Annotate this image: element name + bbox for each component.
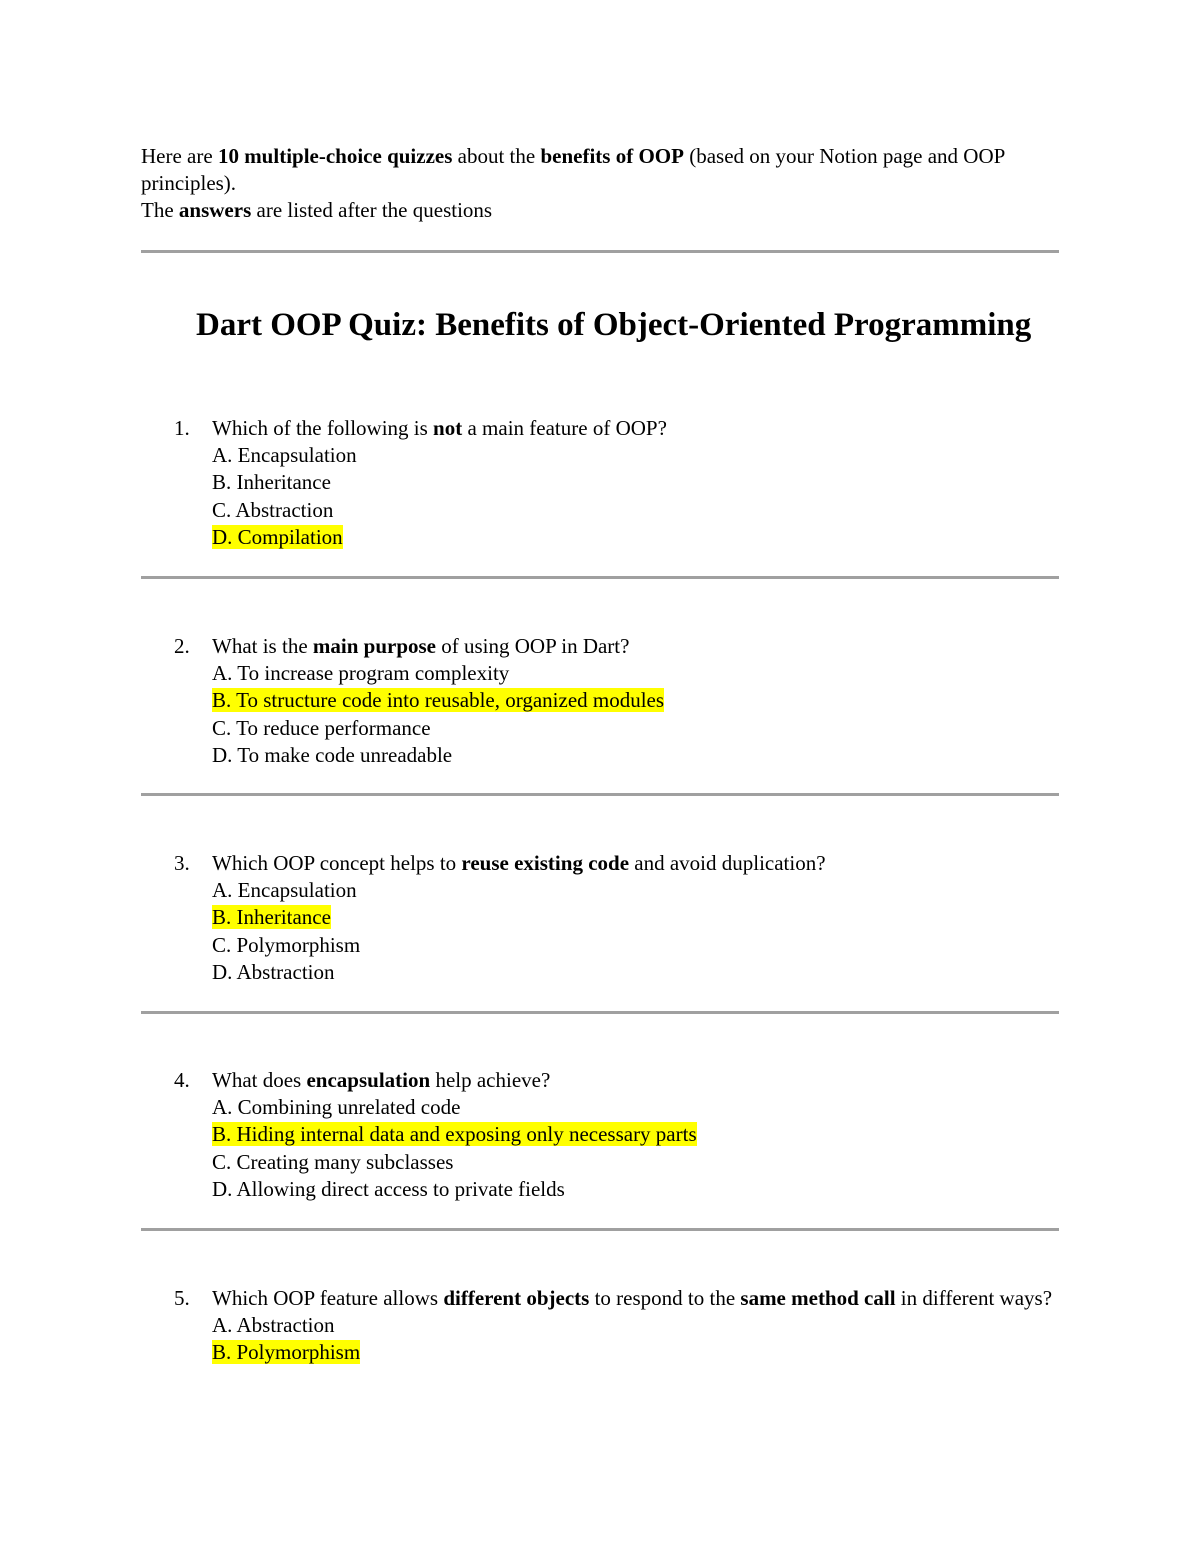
answer-options xyxy=(212,1094,1081,1203)
option-text: A. Abstraction xyxy=(212,1313,335,1338)
question-3 xyxy=(141,850,1081,986)
answer-option xyxy=(212,1176,1081,1203)
option-text: A. To increase program complexity xyxy=(212,661,510,686)
answer-option xyxy=(212,660,1081,687)
quiz-title xyxy=(141,304,1071,347)
bold-text: encapsulation xyxy=(306,1068,431,1092)
question-4 xyxy=(141,1067,1081,1203)
answer-option xyxy=(212,932,1081,959)
intro-paragraph xyxy=(141,143,1071,224)
text-run: (based on your Notion page and OOP principles). xyxy=(141,144,1005,195)
question-body xyxy=(212,415,1081,551)
answer-option xyxy=(212,959,1081,986)
horizontal-rule xyxy=(141,1011,1059,1014)
option-text: C. Creating many subclasses xyxy=(212,1149,454,1174)
question-text xyxy=(212,850,1081,877)
option-text: D. To make code unreadable xyxy=(212,742,453,767)
question-row xyxy=(141,1285,1081,1367)
answer-options xyxy=(212,1312,1081,1366)
intro-line-2 xyxy=(141,197,1071,224)
question-body xyxy=(212,850,1081,986)
bold-text: answers xyxy=(178,198,252,222)
intro-line-1 xyxy=(141,143,1071,197)
question-row xyxy=(141,633,1081,769)
question-body xyxy=(212,633,1081,769)
text-run: What is the xyxy=(212,634,313,658)
text-run: and avoid duplication? xyxy=(629,851,826,875)
option-text: C. Abstraction xyxy=(212,497,334,522)
question-row xyxy=(141,1067,1081,1203)
bold-text: reuse existing code xyxy=(461,851,630,875)
option-text: C. Polymorphism xyxy=(212,932,361,957)
option-text: C. To reduce performance xyxy=(212,715,431,740)
answer-option xyxy=(212,469,1081,496)
answer-option-correct xyxy=(212,524,1081,551)
bold-text: not xyxy=(433,416,463,440)
question-number: 2. xyxy=(174,634,190,658)
text-run: help achieve? xyxy=(430,1068,551,1092)
text-run: Here are xyxy=(141,144,218,168)
question-number: 3. xyxy=(174,851,190,875)
option-text: B. Polymorphism xyxy=(212,1340,361,1365)
bold-text: same method call xyxy=(740,1286,896,1310)
question-body xyxy=(212,1285,1081,1367)
question-row xyxy=(141,850,1081,986)
question-text xyxy=(212,1067,1081,1094)
text-run: a main feature of OOP? xyxy=(462,416,667,440)
option-text: D. Allowing direct access to private fields xyxy=(212,1176,565,1201)
bold-text: benefits of OOP xyxy=(540,144,684,168)
option-text: A. Combining unrelated code xyxy=(212,1095,461,1120)
answer-option xyxy=(212,1312,1081,1339)
bold-text: different objects xyxy=(443,1286,590,1310)
question-text xyxy=(212,633,1081,660)
question-2 xyxy=(141,633,1081,769)
answer-option xyxy=(212,877,1081,904)
text-run: Which OOP concept helps to xyxy=(212,851,462,875)
question-row xyxy=(141,415,1081,551)
answer-option xyxy=(212,1149,1081,1176)
text-run: in different ways? xyxy=(895,1286,1053,1310)
question-1 xyxy=(141,415,1081,551)
answer-option xyxy=(212,742,1081,769)
option-text: B. To structure code into reusable, organized modules xyxy=(212,688,665,713)
option-text: A. Encapsulation xyxy=(212,878,357,903)
option-text: B. Hiding internal data and exposing only necessary parts xyxy=(212,1122,697,1147)
question-number: 4. xyxy=(174,1068,190,1092)
bold-text: main purpose xyxy=(312,634,436,658)
quiz-title-text: Dart OOP Quiz: Benefits of Object-Oriented Programming xyxy=(196,307,1032,343)
text-run: The xyxy=(141,198,179,222)
question-number: 1. xyxy=(174,416,190,440)
text-run: What does xyxy=(212,1068,307,1092)
question-body xyxy=(212,1067,1081,1203)
bold-text: 10 multiple-choice quizzes xyxy=(217,144,453,168)
answer-options xyxy=(212,877,1081,986)
answer-option xyxy=(212,1094,1081,1121)
text-run: to respond to the xyxy=(589,1286,741,1310)
answer-option-correct xyxy=(212,1339,1081,1366)
answer-options xyxy=(212,660,1081,769)
question-text xyxy=(212,1285,1081,1312)
answer-option-correct xyxy=(212,687,1081,714)
answer-option-correct xyxy=(212,904,1081,931)
option-text: B. Inheritance xyxy=(212,470,331,495)
question-text xyxy=(212,415,1081,442)
text-run: Which of the following is xyxy=(212,416,434,440)
question-5 xyxy=(141,1285,1081,1367)
answer-options xyxy=(212,442,1081,551)
answer-option xyxy=(212,497,1081,524)
option-text: D. Abstraction xyxy=(212,959,335,984)
option-text: A. Encapsulation xyxy=(212,443,357,468)
option-text: D. Compilation xyxy=(212,524,343,549)
text-run: about the xyxy=(452,144,541,168)
text-run: of using OOP in Dart? xyxy=(436,634,630,658)
text-run: Which OOP feature allows xyxy=(212,1286,444,1310)
answer-option xyxy=(212,442,1081,469)
horizontal-rule xyxy=(141,250,1059,253)
answer-option-correct xyxy=(212,1121,1081,1148)
text-run: are listed after the questions xyxy=(251,198,493,222)
answer-option xyxy=(212,715,1081,742)
horizontal-rule xyxy=(141,793,1059,796)
option-text: B. Inheritance xyxy=(212,905,331,930)
horizontal-rule xyxy=(141,576,1059,579)
question-number: 5. xyxy=(174,1286,190,1310)
horizontal-rule xyxy=(141,1228,1059,1231)
